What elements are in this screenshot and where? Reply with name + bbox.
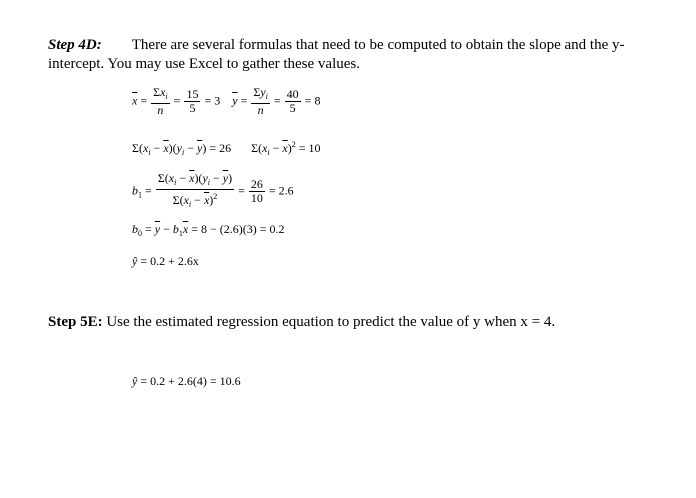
intercept-formula: $b_0 = \overline{y} - b_1\overline{x} = 8 - (2.6)(3) = 0.2$ bbox=[132, 222, 285, 238]
prediction-formula: ŷ = 0.2 + 2.6(4) = 10.6 bbox=[132, 374, 241, 388]
step-4d-text: There are several formulas that need to be computed to obtain the slope and the y-intercept. You may use Excel to gather these values. bbox=[48, 37, 625, 72]
prediction-rhs: 0.2 + 2.6(4) = 10.6 bbox=[150, 374, 241, 388]
sxx-value: 10 bbox=[308, 141, 321, 155]
b0-calculation: 8 − (2.6)(3) = 0.2 bbox=[201, 222, 285, 236]
n-value-2: 5 bbox=[289, 101, 296, 115]
step-4d-label: Step 4D: bbox=[48, 37, 102, 53]
sum-y-value: 40 bbox=[286, 87, 299, 101]
slope-num-value: 26 bbox=[250, 177, 263, 191]
step-5e-text: Use the estimated regression equation to predict the value of y when x = 4. bbox=[106, 314, 556, 330]
n-value-1: 5 bbox=[189, 101, 196, 115]
sums-formula: $\Sigma(x_i - \overline{x})(y_i - \overline{y}) = 26$ $\Sigma(x_i - \overline{x})^2 = 10$ bbox=[132, 140, 321, 157]
slope-formula: $b_1$ = $\frac{\Sigma(x_i - \overline{x})(y_i - \overline{y})}{\Sigma(x_i - \overline{x})^2}$ = $\frac{26}{10}$ = 2.6 bbox=[132, 171, 294, 209]
means-formula: $\overline{x}$ = $\frac{\Sigma x_i}{n}$ = $\frac{15}{5}$ = 3 $\overline{y}$ = $\frac{\Sigma y_i}{n}$ = $\frac{40}{5}$ = 8 bbox=[132, 85, 321, 117]
b1-value: 2.6 bbox=[278, 183, 294, 198]
ybar-value: 8 bbox=[314, 93, 321, 108]
regression-equation: ŷ = 0.2 + 2.6x bbox=[132, 254, 199, 268]
sxy-value: 26 bbox=[219, 141, 232, 155]
regression-rhs: 0.2 + 2.6x bbox=[150, 254, 199, 268]
step-5e-paragraph bbox=[48, 313, 678, 332]
xbar-value: 3 bbox=[214, 93, 221, 108]
sum-x-value: 15 bbox=[186, 87, 199, 101]
step-4d-paragraph bbox=[48, 36, 678, 74]
step-5e-label: Step 5E: bbox=[48, 314, 103, 330]
slope-den-value: 10 bbox=[250, 191, 263, 205]
